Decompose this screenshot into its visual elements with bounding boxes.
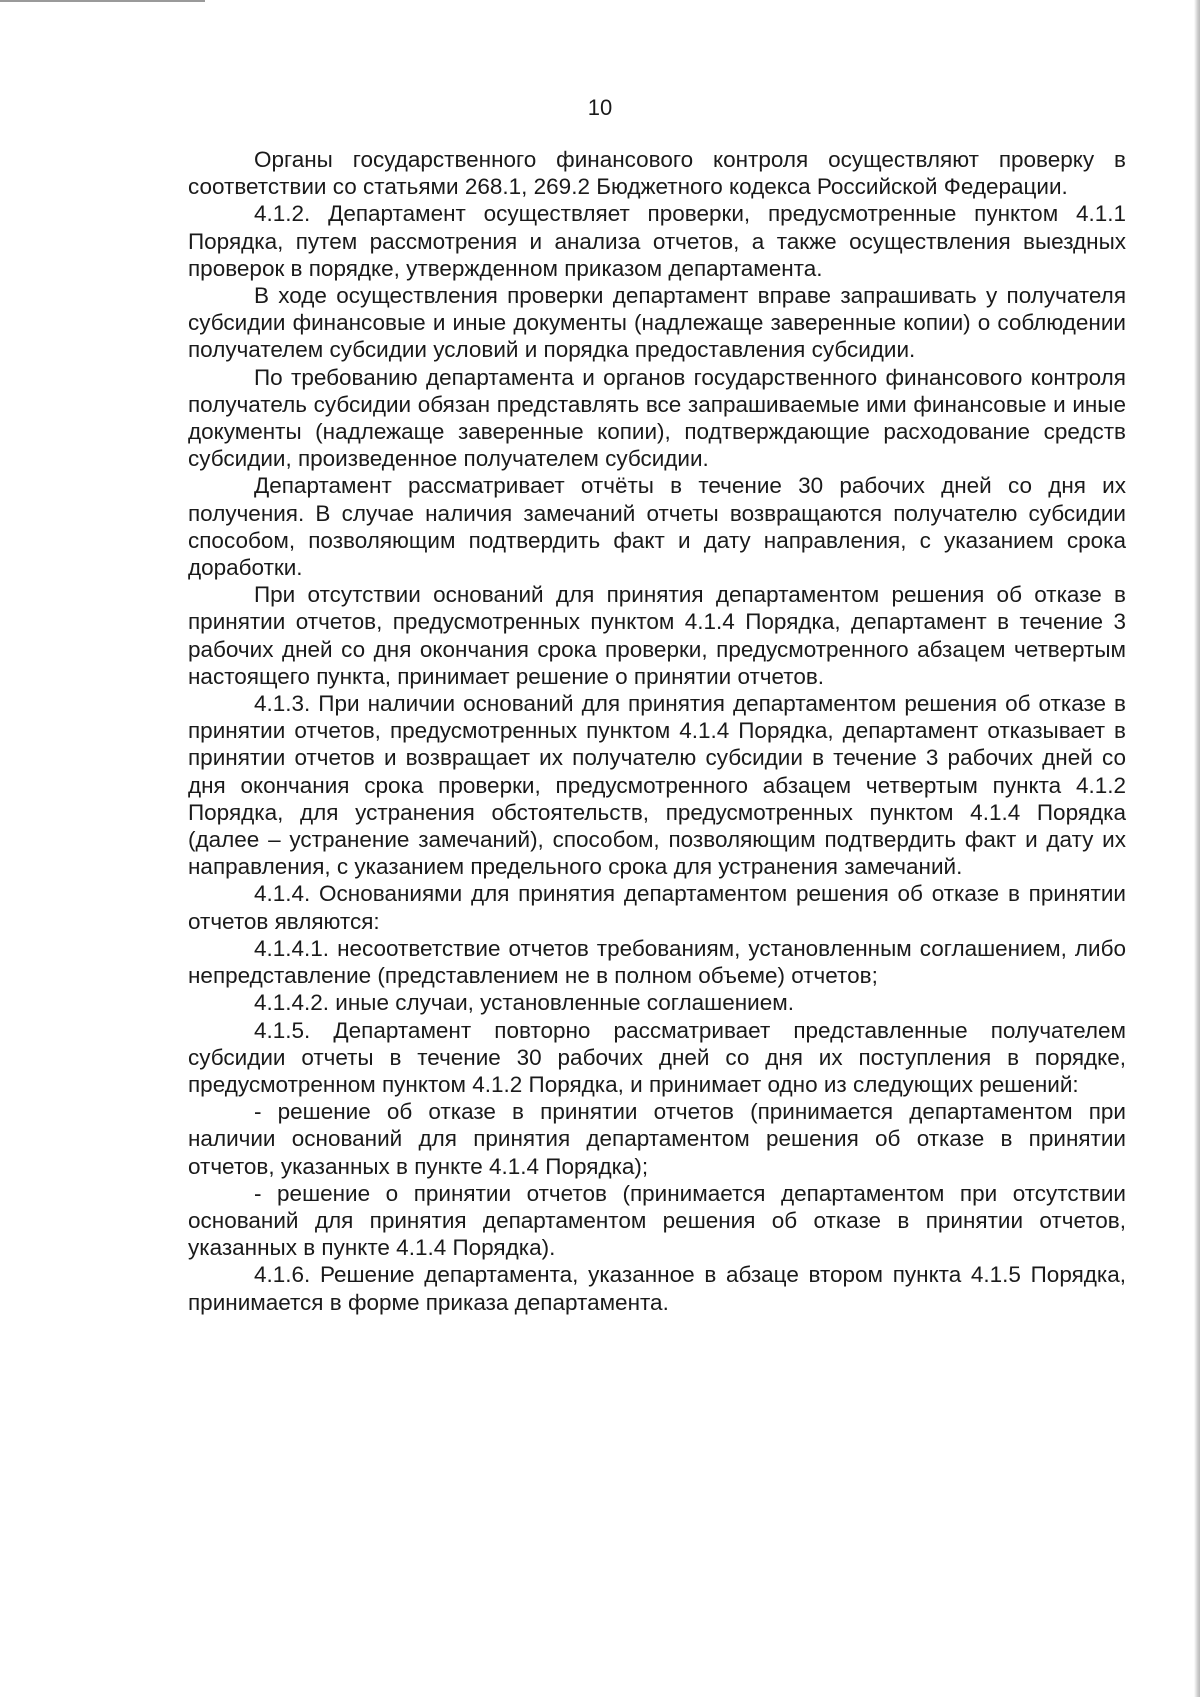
paragraph-decision-refusal: - решение об отказе в принятии отчетов (принимается департаментом при наличии оснований для принятия департаментом решения об отказе в принятии отчетов, указанных в пункте 4.1.4 Порядка); bbox=[188, 1099, 1126, 1179]
paragraph-4-1-5: 4.1.5. Департамент повторно рассматривает представленные получателем субсидии отчеты в течение 30 рабочих дней со дня их поступления в порядке, предусмотренном пунктом 4.1.2 Порядка, и принимает одно из следующих решений: bbox=[188, 1017, 1126, 1097]
document-body bbox=[188, 146, 1126, 1316]
paragraph-document-request: В ходе осуществления проверки департамент вправе запрашивать у получателя субсидии финансовые и иные документы (надлежаще заверенные копии) о соблюдении получателем субсидии условий и порядка предоставления субсидии. bbox=[188, 283, 1126, 363]
page-number: 10 bbox=[587, 95, 613, 120]
paragraph-4-1-4-2: 4.1.4.2. иные случаи, установленные соглашением. bbox=[254, 990, 794, 1016]
paragraph-financial-control-checks: Органы государственного финансового контроля осуществляют проверку в соответствии со статьями 268.1, 269.2 Бюджетного кодекса Российской Федерации. bbox=[188, 147, 1126, 200]
paragraph-4-1-4: 4.1.4. Основаниями для принятия департаментом решения об отказе в принятии отчетов являются: bbox=[188, 881, 1126, 934]
paragraph-recipient-obligation: По требованию департамента и органов государственного финансового контроля получатель субсидии обязан представлять все запрашиваемые ими финансовые и иные документы (надлежаще заверенные копии), подтверждающие расходование средств субсидии, произведенное получателем субсидии. bbox=[188, 364, 1126, 472]
scan-edge-right bbox=[1194, 0, 1200, 1697]
paragraph-4-1-6: 4.1.6. Решение департамента, указанное в абзаце втором пункта 4.1.5 Порядка, принимается в форме приказа департамента. bbox=[188, 1262, 1126, 1315]
paragraph-report-acceptance: При отсутствии оснований для принятия департаментом решения об отказе в принятии отчетов, предусмотренных пунктом 4.1.4 Порядка, департамент в течение 3 рабочих дней со дня окончания срока проверки, предусмотренного абзацем четвертым настоящего пункта, принимает решение о принятии отчетов. bbox=[188, 582, 1126, 689]
paragraph-4-1-4-1: 4.1.4.1. несоответствие отчетов требованиям, установленным соглашением, либо непредставление (представлением не в полном объеме) отчетов; bbox=[188, 935, 1126, 989]
paragraph-decision-acceptance: - решение о принятии отчетов (принимается департаментом при отсутствии оснований для принятия департаментом решения об отказе в принятии отчетов, указанных в пункте 4.1.4 Порядка). bbox=[188, 1180, 1126, 1261]
paragraph-4-1-3: 4.1.3. При наличии оснований для принятия департаментом решения об отказе в принятии отчетов, предусмотренных пунктом 4.1.4 Порядка, департамент отказывает в принятии отчетов и возвращает их получателю субсидии в течение 3 рабочих дней со дня окончания срока проверки, предусмотренного абзацем четвертым пункта 4.1.2 Порядка, для устранения обстоятельств, предусмотренных пунктом 4.1.4 Порядка (далее – устранение замечаний), способом, позволяющим подтвердить факт и дату их направления, с указанием предельного срока для устранения замечаний. bbox=[188, 691, 1126, 880]
paragraph-report-review-term: Департамент рассматривает отчёты в течение 30 рабочих дней со дня их получения. В случае наличия замечаний отчеты возвращаются получателю субсидии способом, позволяющим подтвердить факт и дату направления, с указанием срока доработки. bbox=[188, 473, 1126, 581]
scan-edge-top bbox=[0, 0, 205, 2]
paragraph-4-1-2: 4.1.2. Департамент осуществляет проверки, предусмотренные пунктом 4.1.1 Порядка, путем рассмотрения и анализа отчетов, а также осуществления выездных проверок в порядке, утвержденном приказом департамента. bbox=[188, 201, 1126, 281]
